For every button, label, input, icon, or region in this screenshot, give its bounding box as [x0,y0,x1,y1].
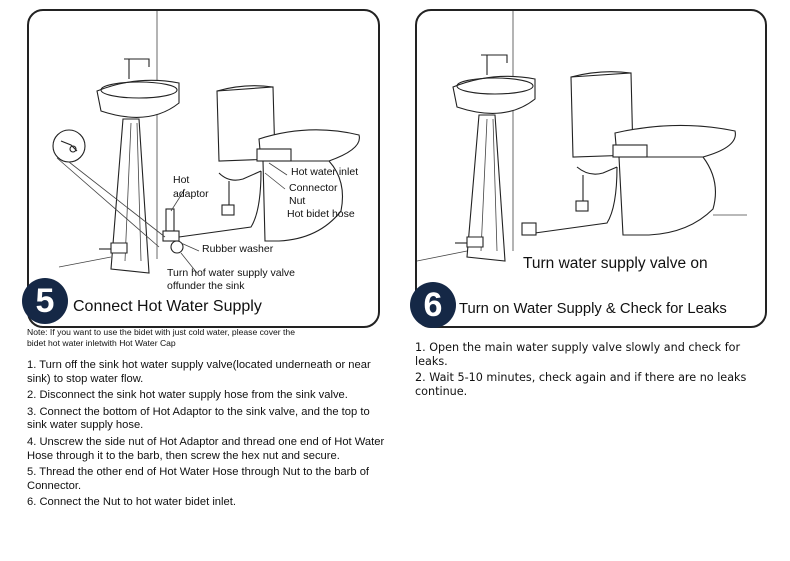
step5-instruction: 1. Turn off the sink hot water supply valve(located underneath or near sink) to stop water flow. [27,359,371,385]
label-rubber-washer: Rubber washer [202,243,274,255]
label-nut: Nut [289,195,306,207]
cold-water-note [27,327,357,349]
step5-instruction: 5. Thread the other end of Hot Water Hose through Nut to the barb of Connector. [27,466,370,492]
label-connector: Connector [289,182,338,194]
step5-instruction: 6. Connect the Nut to hot water bidet inlet. [27,496,236,509]
label-turn-off-line1: Turn hof water supply valve [167,267,296,279]
step6-instruction: 1. Open the main water supply valve slowly and check for leaks. [415,341,741,368]
step5-instructions [27,359,387,513]
note-line-1: Note: If you want to use the bidet with just cold water, please cover the [27,327,295,337]
note-line-2: bidet hot water inletwith Hot Water Cap [27,338,176,348]
label-hot-adaptor-line2: adaptor [173,188,209,200]
step5-instruction: 4. Unscrew the side nut of Hot Adaptor and thread one end of Hot Water Hose through it to the barb, then screw the hex nut and secure. [27,435,385,462]
label-turn-off-line2: offunder the sink [167,280,245,292]
label-hot-water-inlet: Hot water inlet [291,166,359,178]
step6-instruction: 2. Wait 5-10 minutes, check again and if there are no leaks continue. [415,371,747,398]
step6-illustration [417,11,765,326]
label-hot-bidet-hose: Hot bidet hose [287,208,355,220]
step6-instructions [415,341,760,401]
step6-caption: Turn water supply valve on [523,255,708,272]
label-hot-adaptor-line1: Hot [173,174,190,186]
step6-number-badge: 6 [410,282,456,328]
step6-title: Turn on Water Supply & Check for Leaks [459,301,727,317]
step5-instruction: 3. Connect the bottom of Hot Adaptor to the sink valve, and the top to sink water supply hose. [27,405,370,432]
step5-number-badge: 5 [22,278,68,324]
step6-panel [415,9,767,328]
step5-title: Connect Hot Water Supply [73,298,262,315]
step5-panel [27,9,380,328]
step5-instruction: 2. Disconnect the sink hot water supply hose from the sink valve. [27,389,348,402]
